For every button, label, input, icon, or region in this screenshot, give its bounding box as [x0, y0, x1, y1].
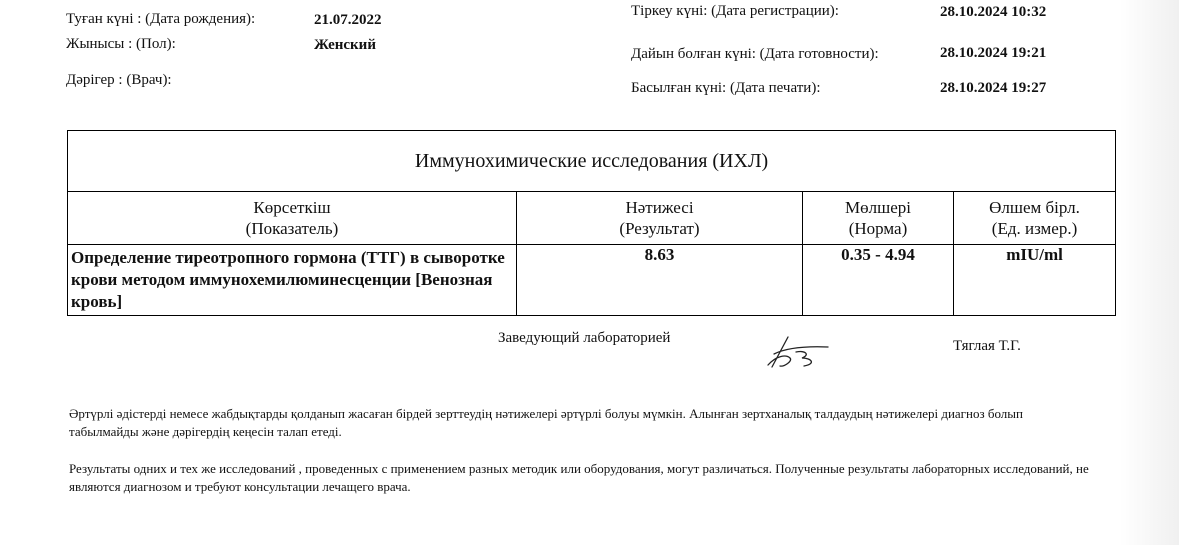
print-date-value: 28.10.2024 19:27 [940, 80, 1047, 96]
birth-date-value: 21.07.2022 [314, 12, 382, 28]
test-result: 8.63 [517, 245, 803, 316]
column-header-norm [803, 192, 954, 245]
sex-value: Женский [314, 37, 376, 53]
test-unit: mIU/ml [954, 245, 1116, 316]
table-title: Иммунохимические исследования (ИХЛ) [68, 131, 1116, 192]
registration-date-value: 28.10.2024 10:32 [940, 4, 1047, 20]
column-header-result-kk: Нәтижесі [625, 198, 694, 217]
column-header-result-ru: (Результат) [619, 219, 700, 238]
table-row [68, 245, 1116, 316]
column-header-unit [954, 192, 1116, 245]
signature-scribble-icon [760, 334, 835, 372]
doctor-label: Дәрігер : (Врач): [66, 72, 172, 88]
disclaimer-kazakh: Әртүрлі әдістерді немесе жабдықтарды қолданып жасаған бірдей зерттеудің нәтижелері әртүрлі болуы мүмкін. Алынған зертханалық талдаудың нәтижелері диагноз болып табылмайды және дәрігердің кеңесін талап етеді. [69, 406, 1023, 439]
column-header-result [517, 192, 803, 245]
signature-name: Тяглая Т.Г. [953, 338, 1021, 354]
results-table [67, 130, 1116, 316]
disclaimer-russian: Результаты одних и тех же исследований , проведенных с применением разных методик или оборудования, могут различаться. Полученные результаты лабораторных исследований, не являются диагнозом и требуют консультации лечащего врача. [69, 461, 1089, 494]
column-header-indicator-kk: Көрсеткіш [253, 198, 331, 217]
column-header-norm-ru: (Норма) [848, 219, 908, 238]
ready-date-value: 28.10.2024 19:21 [940, 45, 1047, 61]
sex-label: Жынысы : (Пол): [66, 36, 176, 52]
ready-date-label: Дайын болған күні: (Дата готовности): [631, 46, 879, 62]
test-norm: 0.35 - 4.94 [803, 245, 954, 316]
column-header-unit-kk: Өлшем бірл. [989, 198, 1080, 217]
column-header-indicator-ru: (Показатель) [245, 219, 339, 238]
birth-date-label: Туған күні : (Дата рождения): [66, 11, 256, 27]
column-header-unit-ru: (Ед. измер.) [991, 219, 1078, 238]
registration-date-label: Тіркеу күні: (Дата регистрации): [631, 3, 839, 19]
page-edge-shadow [1119, 0, 1179, 545]
signature-role: Заведующий лабораторией [498, 330, 671, 346]
column-header-indicator [68, 192, 517, 245]
print-date-label: Басылған күні: (Дата печати): [631, 80, 821, 96]
column-header-norm-kk: Мөлшері [845, 198, 911, 217]
test-name: Определение тиреотропного гормона (ТТГ) в сыворотке крови методом иммунохемилюминесценции [Венозная кровь] [68, 245, 517, 316]
